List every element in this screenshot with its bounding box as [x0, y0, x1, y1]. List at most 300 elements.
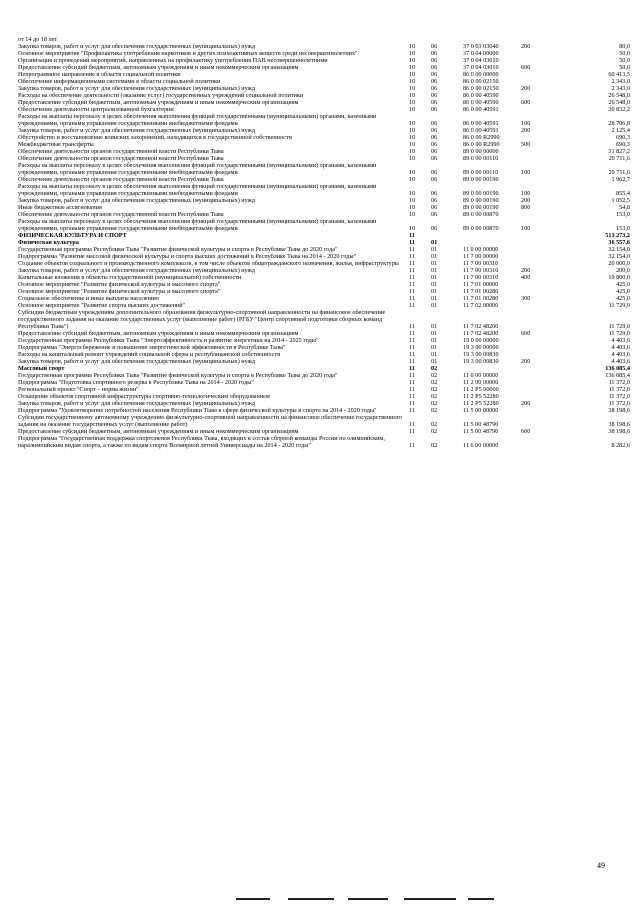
row-expense-type: 200 — [521, 197, 531, 204]
row-section: 10 — [409, 92, 416, 99]
table-row — [18, 127, 630, 134]
row-amount: 855,4 — [616, 190, 630, 197]
row-subsection: 06 — [431, 197, 438, 204]
row-section: 10 — [409, 148, 416, 155]
row-target-article: 11 7 01 00280 — [463, 288, 499, 295]
row-section: 11 — [409, 407, 415, 414]
table-row — [18, 36, 630, 43]
row-section: 11 — [409, 379, 415, 386]
row-expense-type — [521, 393, 559, 400]
row-name: Закупка товаров, работ и услуг для обеспечения государственных (муниципальных) нужд — [18, 127, 256, 134]
row-target-article: 11 2 P5 52280 — [463, 400, 499, 407]
row-name: Подпрограмма "Удовлетворение потребностей населения Республики Тыва в сфере физической культуры и спорта на 2014 - 2020 годы" — [18, 407, 377, 414]
row-target-article: 11 5 00 48790 — [463, 428, 499, 435]
table-row — [18, 64, 630, 71]
row-expense-type — [521, 176, 559, 183]
row-amount: 38 198,6 — [608, 407, 630, 414]
row-expense-type — [521, 134, 559, 141]
row-target-article: 86 0 00 R2990 — [463, 134, 500, 141]
row-expense-type: 100 — [521, 120, 531, 127]
row-amount: 513 273,2 — [605, 232, 630, 239]
row-target-article: 11 7 00 00310 — [463, 274, 499, 281]
row-target-article: 11 7 02 48200 — [463, 330, 499, 337]
table-row — [18, 414, 630, 428]
row-amount: 153,0 — [616, 225, 630, 232]
row-name: Подпрограмма "Государственная поддержка спортсменов Республики Тыва, входящих в состав сборной команды России по олимпийским, паралимпийским видам спорта, а также по видам спорта Всемирной летней Универсиады на 2014 - 2020 годы" — [18, 435, 385, 449]
table-row — [18, 43, 630, 50]
row-section: 10 — [409, 50, 416, 57]
row-expense-type — [521, 365, 559, 372]
row-target-article: 89 0 00 00190 — [463, 176, 499, 183]
row-target-article: 86 0 00 R2990 — [463, 141, 500, 148]
row-target-article: 89 0 00 00000 — [463, 148, 499, 155]
row-expense-type: 400 — [521, 274, 531, 281]
row-expense-type: 200 — [521, 358, 531, 365]
row-section: 11 — [409, 393, 415, 400]
row-name: Расходы на выплаты персоналу в целях обеспечения выполнения функций государственными (муниципальными) органами, казенными учреждениями, органами управления государственными внебюджетными фондами — [18, 183, 377, 197]
row-subsection: 06 — [431, 64, 438, 71]
row-section: 11 — [409, 302, 415, 309]
row-target-article: 37 0 04 03010 — [463, 57, 499, 64]
row-target-article: 86 0 00 40591 — [463, 127, 499, 134]
row-subsection: 06 — [431, 78, 438, 85]
row-name: Основное мероприятие "Развитие спорта высших достижений" — [18, 302, 186, 309]
row-amount: 11 729,0 — [608, 302, 630, 309]
row-subsection: 02 — [431, 407, 438, 414]
row-expense-type — [521, 57, 559, 64]
row-section — [409, 36, 431, 43]
row-expense-type — [521, 71, 559, 78]
row-amount: 11 372,0 — [608, 379, 630, 386]
row-target-article: 11 7 00 00310 — [463, 260, 499, 267]
row-amount: 153,0 — [616, 211, 630, 218]
row-subsection: 01 — [431, 337, 438, 344]
row-section: 11 — [409, 239, 415, 246]
row-section: 11 — [409, 253, 415, 260]
table-row — [18, 162, 630, 176]
row-expense-type — [521, 309, 559, 330]
row-amount: 31 827,2 — [608, 148, 630, 155]
row-subsection: 01 — [431, 260, 438, 267]
table-row — [18, 134, 630, 141]
row-section: 10 — [409, 85, 416, 92]
table-row — [18, 71, 630, 78]
row-subsection: 06 — [431, 176, 438, 183]
row-target-article: 11 2 P5 52280 — [463, 393, 499, 400]
row-expense-type: 200 — [521, 43, 531, 50]
row-amount: 4 403,6 — [611, 344, 630, 351]
row-expense-type — [521, 148, 559, 155]
row-target-article: 11 5 00 48790 — [463, 421, 499, 428]
table-row — [18, 344, 630, 351]
row-name: Межбюджетные трансферты — [18, 141, 94, 148]
row-expense-type: 800 — [521, 204, 531, 211]
row-target-article: 11 7 02 48200 — [463, 323, 499, 330]
row-expense-type — [521, 92, 559, 99]
row-expense-type — [521, 78, 559, 85]
row-amount: 19 800,0 — [608, 274, 630, 281]
row-expense-type — [521, 260, 559, 267]
row-amount: 60 413,5 — [608, 71, 630, 78]
row-expense-type — [521, 253, 559, 260]
row-name: Расходы на выплаты персоналу в целях обеспечения выполнения функций государственными (муниципальными) органами, казенными учреждениями, органами управления государственными внебюджетными фондами — [18, 162, 377, 176]
table-row — [18, 78, 630, 85]
row-target-article: 89 0 00 00190 — [463, 204, 499, 211]
row-name: Непрограммное направление в области социальной политики — [18, 71, 181, 78]
row-subsection: 02 — [431, 393, 438, 400]
row-expense-type: 600 — [521, 330, 531, 337]
row-target-article: 11 0 00 00000 — [463, 246, 499, 253]
row-expense-type: 200 — [521, 400, 531, 407]
row-subsection: 06 — [431, 50, 438, 57]
row-name: Предоставление субсидий бюджетным, автономным учреждениям и иным некоммерческим организациям — [18, 99, 299, 106]
row-subsection: 01 — [431, 302, 438, 309]
row-expense-type — [521, 379, 559, 386]
row-name: Закупка товаров, работ и услуг для обеспечения государственных (муниципальных) нужд — [18, 267, 256, 274]
row-subsection: 06 — [431, 134, 438, 141]
row-expense-type — [521, 372, 559, 379]
table-row — [18, 295, 630, 302]
table-row — [18, 274, 630, 281]
row-subsection: 02 — [431, 400, 438, 407]
row-subsection — [431, 36, 463, 43]
row-section: 11 — [409, 344, 415, 351]
row-expense-type: 500 — [521, 141, 531, 148]
row-expense-type — [521, 337, 559, 344]
row-section: 11 — [409, 442, 415, 449]
row-target-article — [463, 365, 521, 372]
row-expense-type — [521, 351, 559, 358]
row-amount: 690,3 — [616, 134, 630, 141]
row-subsection: 01 — [431, 288, 438, 295]
row-target-article: 37 0 04 00000 — [463, 50, 499, 57]
row-subsection: 06 — [431, 204, 438, 211]
table-row — [18, 435, 630, 449]
row-expense-type — [521, 239, 559, 246]
row-amount: 425,0 — [616, 295, 630, 302]
row-name: Закупка товаров, работ и услуг для обеспечения государственных (муниципальных) нужд — [18, 197, 256, 204]
table-row — [18, 281, 630, 288]
row-name: Предоставление субсидий бюджетным, автономным учреждениям и иным некоммерческим организациям — [18, 330, 299, 337]
row-section: 10 — [409, 197, 416, 204]
row-subsection: 06 — [431, 225, 438, 232]
row-section: 10 — [409, 57, 416, 64]
row-amount: 11 729,0 — [608, 330, 630, 337]
row-name: Основное мероприятие "Развитие физической культуры и массового спорта" — [18, 281, 221, 288]
row-amount: 38 198,6 — [608, 421, 630, 428]
row-section: 11 — [409, 288, 415, 295]
table-row — [18, 267, 630, 274]
row-target-article: 86 0 00 02150 — [463, 78, 499, 85]
table-row — [18, 309, 630, 330]
table-row — [18, 50, 630, 57]
row-section: 10 — [409, 176, 416, 183]
row-target-article: 11 7 01 00000 — [463, 281, 499, 288]
row-name: Обеспечение информационными системами в области социальной политики — [18, 78, 221, 85]
row-subsection: 06 — [431, 43, 438, 50]
row-subsection: 01 — [431, 344, 438, 351]
row-amount: 11 729,0 — [608, 323, 630, 330]
row-target-article: 37 0 04 03010 — [463, 64, 499, 71]
row-name: Закупка товаров, работ и услуг для обеспечения государственных (муниципальных) нужд — [18, 85, 256, 92]
row-amount: 2 125,4 — [611, 127, 630, 134]
row-subsection: 01 — [431, 323, 438, 330]
row-amount: 200,0 — [616, 267, 630, 274]
table-row — [18, 85, 630, 92]
row-subsection: 02 — [431, 386, 438, 393]
row-expense-type: 200 — [521, 127, 531, 134]
table-row — [18, 372, 630, 379]
row-expense-type — [521, 36, 559, 43]
row-section: 11 — [409, 428, 415, 435]
table-row — [18, 183, 630, 197]
row-section: 11 — [409, 421, 415, 428]
row-amount: 28 706,8 — [608, 120, 630, 127]
row-subsection: 06 — [431, 141, 438, 148]
table-row — [18, 407, 630, 414]
row-amount: 32 154,0 — [608, 246, 630, 253]
row-name: Обеспечение деятельности органов государственной власти Республики Тыва — [18, 211, 224, 218]
table-row — [18, 330, 630, 337]
row-section: 11 — [409, 330, 415, 337]
row-section: 11 — [409, 351, 415, 358]
row-target-article: 86 0 00 00000 — [463, 71, 499, 78]
row-amount: 20 000,0 — [608, 260, 630, 267]
row-name: Обеспечение деятельности централизованной бухгалтерии — [18, 106, 174, 113]
row-expense-type — [521, 407, 559, 414]
row-section: 10 — [409, 43, 416, 50]
row-amount: 32 154,0 — [608, 253, 630, 260]
row-name: Предоставление субсидий бюджетным, автономным учреждениям и иным некоммерческим организациям — [18, 64, 299, 71]
row-subsection: 01 — [431, 239, 438, 246]
row-section: 10 — [409, 141, 416, 148]
row-name: Субсидии государственному автономному учреждению физкультурно-спортивной направленности на финансовое обеспечение государственного задания на оказание государственных услуг (выполнение работ) — [18, 414, 403, 428]
row-target-article — [463, 36, 521, 43]
row-expense-type — [521, 50, 559, 57]
row-subsection: 06 — [431, 190, 438, 197]
row-amount: 136 085,4 — [605, 365, 630, 372]
row-subsection: 06 — [431, 148, 438, 155]
row-subsection: 06 — [431, 127, 438, 134]
row-name: Капитальные вложения в объекты государственной (муниципальной) собственности — [18, 274, 242, 281]
row-target-article: 89 0 00 00110 — [463, 155, 499, 162]
table-row — [18, 288, 630, 295]
row-target-article: 86 0 00 40591 — [463, 106, 499, 113]
row-target-article: 89 0 00 00190 — [463, 197, 499, 204]
row-name: Субсидии бюджетным учреждениям дополнительного образования физкультурно-спортивной направленности на финансовое обеспечение государственного задания на оказание государственных услуг (выполнение работ) (РГБУ "Центр спортивной подготовки сборных команд Республики Тыва") — [18, 309, 386, 330]
row-section: 10 — [409, 71, 416, 78]
row-section: 11 — [409, 358, 415, 365]
row-name: Обустройство и восстановление воинских захоронений, находящихся в государственной собственности — [18, 134, 292, 141]
row-section: 11 — [409, 281, 415, 288]
row-name: Подпрограмма "Энергосбережение и повышение энергетической эффективности в Республике Тыва" — [18, 344, 286, 351]
row-name: Основное мероприятие "Развитие физической культуры и массового спорта" — [18, 288, 221, 295]
row-expense-type — [521, 106, 559, 113]
row-target-article: 86 0 00 40591 — [463, 120, 499, 127]
row-name: Иные бюджетные ассигнования — [18, 204, 102, 211]
row-target-article: 86 0 00 40590 — [463, 92, 499, 99]
row-amount: 54,8 — [619, 204, 630, 211]
row-section: 11 — [409, 260, 415, 267]
row-expense-type: 200 — [521, 85, 531, 92]
table-row — [18, 218, 630, 232]
row-target-article — [463, 232, 521, 239]
row-subsection: 06 — [431, 155, 438, 162]
row-expense-type — [521, 302, 559, 309]
table-row — [18, 302, 630, 309]
row-name: Социальное обеспечение и иные выплаты населению — [18, 295, 159, 302]
row-amount — [559, 36, 630, 43]
row-amount: 50,0 — [619, 57, 630, 64]
table-row — [18, 57, 630, 64]
row-name: Оснащение объектов спортивной инфраструктуры спортивно-технологическим оборудованием — [18, 393, 270, 400]
row-expense-type: 600 — [521, 64, 531, 71]
row-amount: 4 403,6 — [611, 337, 630, 344]
row-section: 11 — [409, 372, 415, 379]
row-name: Расходы на обеспечение деятельности (оказание услуг) государственных учреждений социальной политики — [18, 92, 304, 99]
row-section: 10 — [409, 155, 416, 162]
row-section: 10 — [409, 134, 416, 141]
row-name: Обеспечение деятельности органов государственной власти Республики Тыва — [18, 155, 224, 162]
row-target-article: 11 7 00 00000 — [463, 253, 499, 260]
budget-table — [18, 36, 630, 449]
table-row — [18, 400, 630, 407]
row-subsection: 02 — [431, 379, 438, 386]
row-expense-type — [521, 435, 559, 449]
row-amount: 2 343,0 — [611, 78, 630, 85]
row-target-article: 89 0 00 00190 — [463, 190, 499, 197]
row-amount: 11 372,0 — [608, 393, 630, 400]
row-expense-type — [521, 155, 559, 162]
row-section: 11 — [409, 386, 415, 393]
row-section: 11 — [409, 267, 415, 274]
row-subsection: 01 — [431, 246, 438, 253]
row-amount: 1 052,5 — [611, 197, 630, 204]
row-subsection: 01 — [431, 351, 438, 358]
row-section: 11 — [409, 246, 415, 253]
table-row — [18, 204, 630, 211]
table-row — [18, 260, 630, 267]
row-name: Государственная программа Республики Тыва "Развитие физической культуры и спорта в Республике Тыва до 2020 года" — [18, 372, 338, 379]
table-row — [18, 337, 630, 344]
row-target-article: 11 7 02 00000 — [463, 302, 499, 309]
row-subsection: 01 — [431, 253, 438, 260]
row-section: 11 — [409, 337, 415, 344]
table-row — [18, 148, 630, 155]
row-name: Обеспечение деятельности органов государственной власти Республики Тыва — [18, 176, 224, 183]
row-subsection: 06 — [431, 169, 438, 176]
row-expense-type: 200 — [521, 267, 531, 274]
page-number: 49 — [597, 861, 605, 870]
row-target-article: 89 0 00 00110 — [463, 169, 499, 176]
row-section: 10 — [409, 99, 416, 106]
footer-scan-marks — [236, 898, 496, 901]
table-row — [18, 351, 630, 358]
row-target-article: 11 5 00 00000 — [463, 407, 499, 414]
row-target-article: 11 7 00 00310 — [463, 267, 499, 274]
row-target-article: 86 0 00 40590 — [463, 99, 499, 106]
table-row — [18, 239, 630, 246]
row-amount: 11 372,0 — [608, 400, 630, 407]
row-amount: 690,3 — [616, 141, 630, 148]
row-section: 11 — [409, 400, 415, 407]
row-amount: 50,0 — [619, 64, 630, 71]
row-name: Организация и проведений мероприятий, направленных на профилактику употребления ПАВ несовершеннолетними — [18, 57, 328, 64]
row-section: 11 — [409, 323, 415, 330]
row-target-article: 89 0 00 00870 — [463, 225, 499, 232]
row-amount: 2 343,0 — [611, 85, 630, 92]
row-amount: 11 372,0 — [608, 386, 630, 393]
row-amount: 36 557,6 — [608, 239, 630, 246]
row-target-article: 11 6 00 00000 — [463, 442, 499, 449]
row-amount: 425,0 — [616, 288, 630, 295]
row-expense-type — [521, 288, 559, 295]
table-row — [18, 232, 630, 239]
row-amount: 30 832,2 — [608, 106, 630, 113]
row-subsection: 06 — [431, 85, 438, 92]
row-subsection: 01 — [431, 358, 438, 365]
budget-page — [18, 36, 630, 449]
row-amount: 50,0 — [619, 50, 630, 57]
row-name: Подпрограмма "Подготовка спортивного резерва в Республике Тыва на 2014 - 2020 годы" — [18, 379, 254, 386]
row-name: Закупка товаров, работ и услуг для обеспечения государственных (муниципальных) нужд — [18, 358, 256, 365]
row-target-article: 89 0 00 00870 — [463, 211, 499, 218]
row-target-article: 19 3 00 00830 — [463, 358, 499, 365]
table-row — [18, 176, 630, 183]
row-expense-type — [521, 211, 559, 218]
table-row — [18, 211, 630, 218]
row-target-article: 11 2 P5 00000 — [463, 386, 499, 393]
row-name: от 14 до 18 лет — [18, 36, 58, 43]
row-subsection: 02 — [431, 365, 438, 372]
table-row — [18, 155, 630, 162]
row-section: 11 — [409, 232, 415, 239]
table-row — [18, 106, 630, 113]
row-name: Создание объектов социального и производственного комплексов, в том числе объектов общегражданского назначения, жилья, инфраструктуры — [18, 260, 399, 267]
table-row — [18, 393, 630, 400]
row-target-article: 11 2 00 00000 — [463, 379, 499, 386]
row-target-article: 19 3 00 00000 — [463, 344, 499, 351]
row-subsection: 01 — [431, 267, 438, 274]
row-target-article: 86 0 00 02150 — [463, 85, 499, 92]
row-amount: 26 548,0 — [608, 92, 630, 99]
row-subsection: 01 — [431, 330, 438, 337]
row-subsection: 06 — [431, 57, 438, 64]
row-subsection: 06 — [431, 106, 438, 113]
row-subsection — [431, 232, 463, 239]
table-row — [18, 358, 630, 365]
row-target-article: 37 0 03 03040 — [463, 43, 499, 50]
row-target-article: 19 3 00 00830 — [463, 351, 499, 358]
row-section: 10 — [409, 127, 416, 134]
row-subsection: 01 — [431, 274, 438, 281]
row-amount: 4 403,6 — [611, 358, 630, 365]
row-section: 10 — [409, 78, 416, 85]
row-name: Расходы на капитальный ремонт учреждений социальной сферы и республиканской собственности — [18, 351, 281, 358]
row-amount: 38 198,6 — [608, 428, 630, 435]
row-target-article — [463, 239, 521, 246]
row-subsection: 01 — [431, 295, 438, 302]
row-subsection: 02 — [431, 372, 438, 379]
row-amount: 4 403,6 — [611, 351, 630, 358]
row-expense-type: 100 — [521, 190, 531, 197]
table-row — [18, 253, 630, 260]
row-section: 10 — [409, 204, 416, 211]
row-name: Предоставление субсидий бюджетным, автономным учреждениям и иным некоммерческим организациям — [18, 428, 299, 435]
table-row — [18, 365, 630, 372]
row-name: Расходы на выплаты персоналу в целях обеспечения выполнения функций государственными (муниципальными) органами, казенными учреждениями, органами управления государственными внебюджетными фондами — [18, 113, 377, 127]
row-amount: 26 548,0 — [608, 99, 630, 106]
